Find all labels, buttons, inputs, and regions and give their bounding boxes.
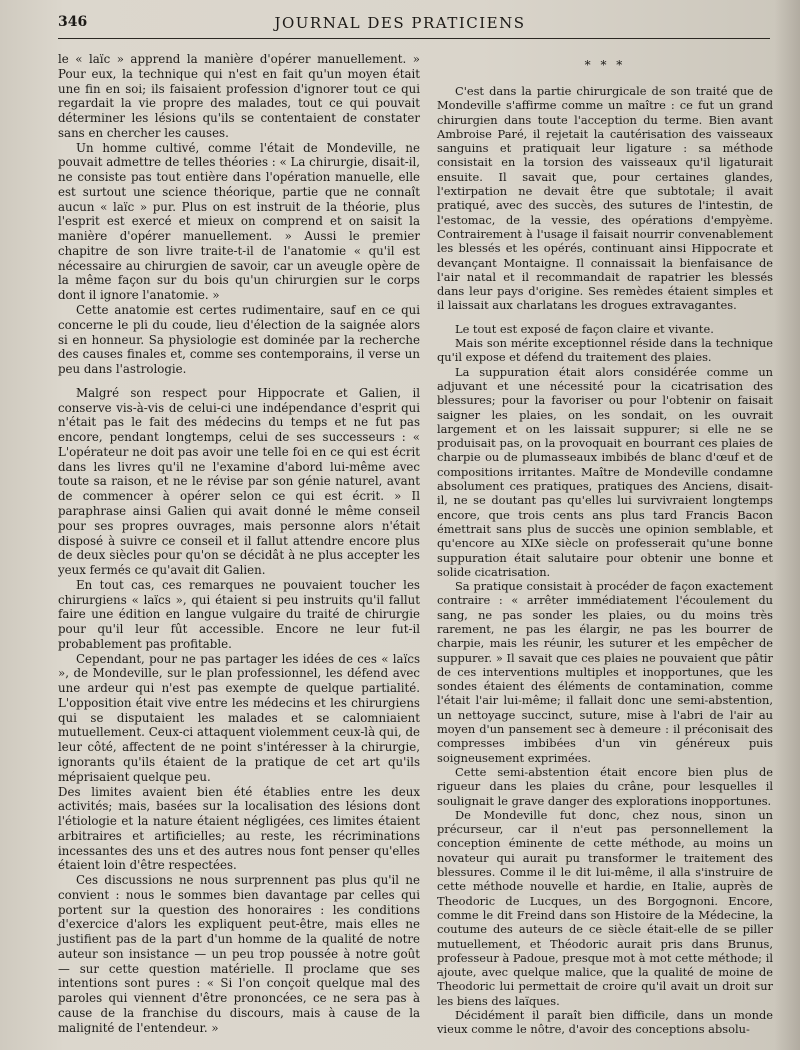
paragraph: le « laïc » apprend la manière d'opérer manuellement. » Pour eux, la technique qui n'est en fait qu'un moyen était une fin en soi; ils faisaient profession d'ignorer tout ce qui regardait la vie propre des malades, tout ce qui pouvait déterminer les lésions qu'ils se contentaient de constater sans en chercher les causes. [58, 52, 420, 140]
paragraph: En tout cas, ces remarques ne pouvaient toucher les chirurgiens « laïcs », qui étaient si peu instruits qu'il fallut faire une édition en langue vulgaire du traité de chirurgie pour qu'il leur fût accessible. Encore ne leur fut-il probablement pas profitable. [58, 577, 420, 651]
paragraph: Un homme cultivé, comme l'était de Mondeville, ne pouvait admettre de telles théories : « La chirurgie, disait-il, ne consiste pas tout entière dans l'opération manuelle, elle est surtout une science théorique, partie que ne connaît aucun « laïc » pur. Plus on est instruit de la théorie, plus l'esprit est exercé et mieux on comprend et on saisit la manière d'opérer manuellement. » Aussi le premier chapitre de son livre traite-t-il de l'anatomie « qu'il est nécessaire au chirurgien de savoir, car un aveugle opère de la même façon sur du bois qu'un chirurgien sur le corps dont il ignore l'anatomie. » [58, 140, 420, 303]
page-header [0, 10, 800, 38]
paragraph: Cependant, pour ne pas partager les idées de ces « laïcs », de Mondeville, sur le plan professionnel, les défend avec une ardeur qui n'est pas exempte de quelque partialité. L'opposition était vive entre les médecins et les chirurgiens qui se disputaient les malades et se calomniaient mutuellement. Ceux-ci attaquent violemment ceux-là qui, de leur côté, affectent de ne point s'intéresser à la chirurgie, ignorants qu'ils étaient de la pratique de cet art qu'ils méprisaient quelque peu. [58, 651, 420, 784]
paragraph: Des limites avaient bien été établies entre les deux activités; mais, basées sur la localisation des lésions dont l'étiologie et la nature étaient négligées, ces limites étaient arbitraires et artificielles; au reste, les récriminations incessantes des uns et des autres nous font penser qu'elles étaient loin d'être respectées. [58, 784, 420, 873]
paragraph: Malgré son respect pour Hippocrate et Galien, il conserve vis-à-vis de celui-ci une indépendance d'esprit qui n'était pas le fait des médecins du temps et ne fut pas encore, pendant longtemps, celui de ses successeurs : « L'opérateur ne doit pas avoir une telle foi en ce qui est écrit dans les livres qu'il ne l'examine d'abord lui-même avec toute sa raison, et ne le révise par son génie naturel, avant de commencer à opérer selon ce qui est écrit. » Il paraphrase ainsi Galien qui avait donné le même conseil pour ses propres ouvrages, mais personne alors n'était disposé à suivre ce conseil et il fallut attendre encore plus de deux siècles pour qu'on se décidât à ne plus accepter les yeux fermés ce qu'avait dit Galien. [58, 385, 420, 578]
paragraph: Ces discussions ne nous surprennent pas plus qu'il ne convient : nous le sommes bien davantage par celles qui portent sur la question des honoraires : les conditions d'exercice d'alors les expliquent peut-être, mais elles ne justifient pas de la part d'un homme de la qualité de notre auteur son insistance — un peu trop poussée à notre goût — sur cette question matérielle. Il proclame que ses intentions sont pures : « Si l'on conçoit quelque mal des paroles qui viennent d'être prononcées, ce ne sera pas à cause de la franchise du discours, mais à cause de la malignité de l'entendeur. » [58, 873, 420, 1035]
right-column [437, 52, 773, 1037]
paragraph: Décidément il paraît bien difficile, dans un monde vieux comme le nôtre, d'avoir des conceptions absolu- [437, 1008, 773, 1037]
paragraph: Mais son mérite exceptionnel réside dans la technique qu'il expose et défend du traitement des plaies. [437, 336, 773, 365]
paragraph: De Mondeville fut donc, chez nous, sinon un précurseur, car il n'eut pas personnellement la conception éminente de cette méthode, au moins un novateur qui aurait pu transformer le traitement des blessures. Comme il le dit lui-même, il alla s'instruire de cette méthode nouvelle et hardie, en Italie, auprès de Theodoric de Lucques, un des Borgognoni. Encore, comme le dit Freind dans son Histoire de la Médecine, la coutume des auteurs de ce siècle était-elle de se piller mutuellement, et Théodoric aurait pris dans Brunus, professeur à Padoue, presque mot à mot cette méthode; il ajoute, avec quelque malice, que la qualité de moine de Theodoric lui permettait de croire qu'il avait un droit sur les biens des laïques. [437, 807, 773, 1008]
paragraph: Cette semi-abstention était encore bien plus de rigueur dans les plaies du crâne, pour lesquelles il soulignait le grave danger des explorations inopportunes. [437, 764, 773, 808]
journal-title: JOURNAL DES PRATICIENS [274, 14, 526, 32]
paragraph: C'est dans la partie chirurgicale de son traité que de Mondeville s'affirme comme un maître : ce fut un grand chirurgien dans toute l'acception du terme. Bien avant Ambroise Paré, il rejetait la cautérisation des vaisseaux sanguins et pratiquait leur ligature : sa méthode consistait en la torsion des vaisseaux qu'il ligaturait ensuite. Il savait que, pour certaines glandes, l'extirpation ne devait être que subtotale; il avait pratiqué, avec des succès, des sutures de l'intestin, de l'estomac, de la vessie, des opérations d'empyème. Contrairement à l'usage il faisait nourrir convenablement les blessés et les opérés, continuant ainsi Hippocrate et devançant Montaigne. Il connaissait la bienfaisance de l'air natal et il recommandait de rapatrier les blessés dans leur pays d'origine. Ses remèdes étaient simples et il laissait aux charlatans les drogues extravagantes. [437, 84, 773, 313]
paragraph: La suppuration était alors considérée comme un adjuvant et une nécessité pour la cicatrisation des blessures; pour la favoriser ou pour l'obtenir on faisait saigner les plaies, on les sondait, on les ouvrait largement et on les laissait suppurer; si elle ne se produisait pas, on la provoquait en bourrant ces plaies de charpie ou de plumasseaux imbibés de blanc d'œuf et de compositions irritantes. Maître de Mondeville condamne absolument ces pratiques, pratiques des Anciens, disait-il, ne se doutant pas qu'elles lui survivraient longtemps encore, que trois cents ans plus tard Francis Bacon émettrait sans plus de succès une opinion semblable, et qu'encore au XIXe siècle on professerait qu'une bonne suppuration était salutaire pour obtenir une bonne et solide cicatrisation. [437, 364, 773, 579]
paragraph: Cette anatomie est certes rudimentaire, sauf en ce qui concerne le pli du coude, lieu d'élection de la saignée alors si en honneur. Sa physiologie est dominée par la recherche des causes finales et, comme ses contemporains, il verse un peu dans l'astrologie. [58, 303, 420, 377]
paragraph: Le tout est exposé de façon claire et vivante. [455, 321, 714, 336]
header-rule [58, 38, 770, 39]
left-column [58, 52, 420, 1036]
paragraph: Sa pratique consistait à procéder de façon exactement contraire : « arrêter immédiatement l'écoulement du sang, ne pas sonder les plaies, ou du moins très rarement, ne pas les élargir, ne pas les bourrer de charpie, mais les réunir, les suturer et les empêcher de suppurer. » Il savait que ces plaies ne pouvaient que pâtir de ces interventions multiples et inopportunes, que les sondes étaient des éléments de contamination, comme l'était l'air lui-même; il fallait donc une semi-abstention, un nettoyage succinct, suture, mise à l'abri de l'air au moyen d'un pansement sec à demeure : il préconisait des compresses imbibées d'un vin généreux puis soigneusement exprimées. [437, 579, 773, 765]
page-edge-shadow [774, 0, 800, 1050]
section-break: * * * [584, 58, 626, 72]
page-number: 346 [58, 14, 88, 30]
